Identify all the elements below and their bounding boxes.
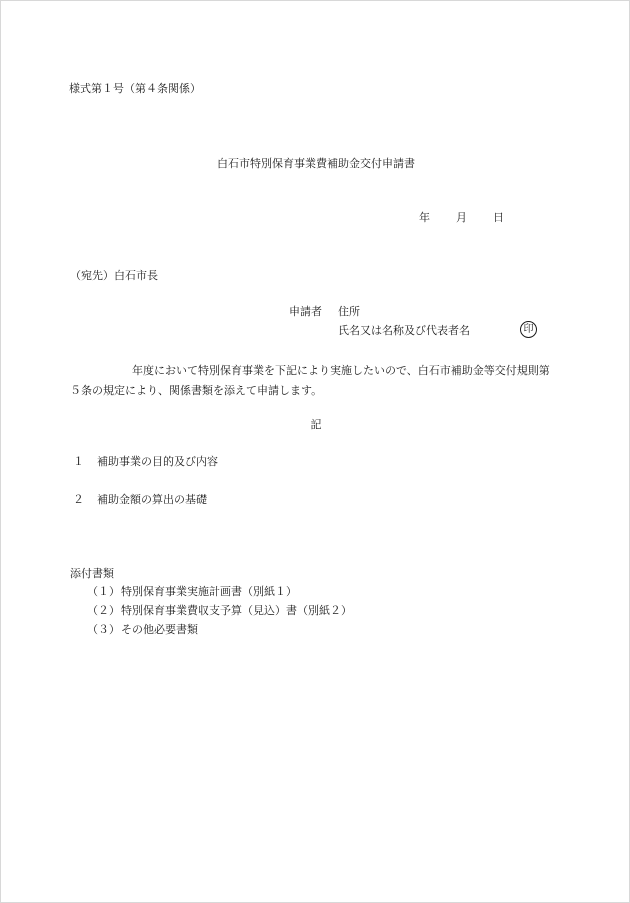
- attachment-item: [87, 604, 352, 618]
- attachment-item: [87, 585, 297, 599]
- date-line: [393, 211, 504, 225]
- attachment-number: （３）: [87, 623, 120, 636]
- attachment-number: （２）: [87, 604, 120, 617]
- ki-heading: 記: [310, 418, 322, 431]
- name-label: 氏名又は名称及び代表者名: [338, 324, 470, 337]
- seal-mark: 印: [520, 321, 537, 338]
- item-text: 補助金額の算出の基礎: [97, 493, 207, 506]
- year-label: 年: [419, 211, 430, 224]
- applicant-label: 申請者: [289, 305, 322, 318]
- application-statement: 年度において特別保育事業を下記により実施したいので、白石市補助金等交付規則第５条の規定により、関係書類を添えて申請します。: [70, 364, 550, 397]
- item-number: １: [73, 455, 84, 468]
- item-text: 補助事業の目的及び内容: [97, 455, 218, 468]
- attachment-item: [87, 623, 198, 637]
- item-purpose: [73, 455, 218, 469]
- attachment-number: （１）: [87, 585, 120, 598]
- item-number: ２: [73, 493, 84, 506]
- document-title: 白石市特別保育事業費補助金交付申請書: [217, 157, 415, 170]
- attachment-text: その他必要書類: [121, 623, 198, 636]
- attachment-text: 特別保育事業費収支予算（見込）書（別紙２）: [121, 604, 352, 617]
- item-calculation: [73, 493, 207, 507]
- addressee: （宛先）白石市長: [70, 269, 158, 282]
- month-label: 月: [456, 211, 467, 224]
- address-label: 住所: [338, 305, 360, 318]
- attachment-text: 特別保育事業実施計画書（別紙１）: [121, 585, 297, 598]
- attachments-heading: 添付書類: [70, 567, 114, 580]
- form-number: 様式第１号（第４条関係）: [69, 82, 201, 95]
- day-label: 日: [493, 211, 504, 224]
